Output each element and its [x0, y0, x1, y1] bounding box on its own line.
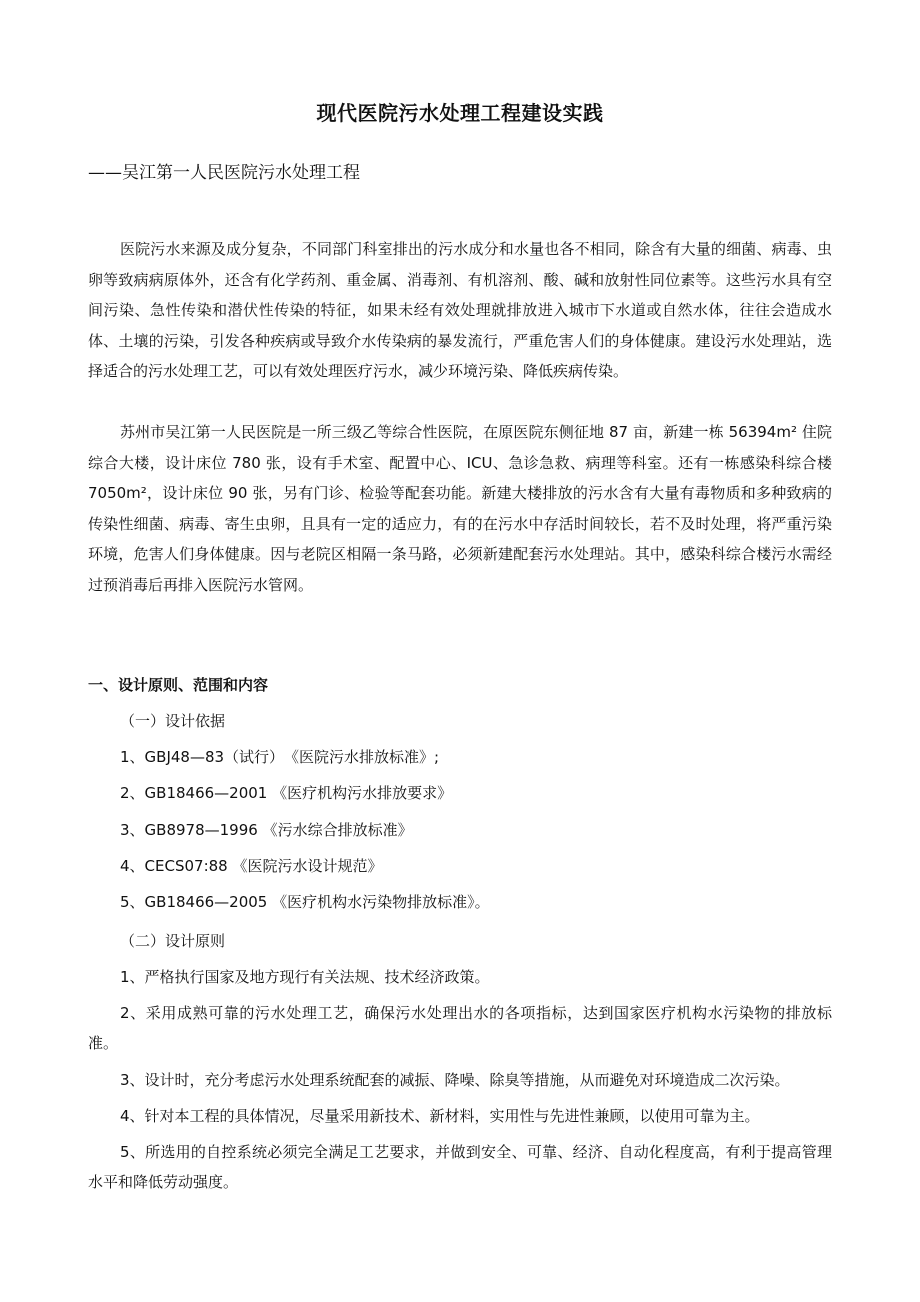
document-subtitle: ——吴江第一人民医院污水处理工程: [88, 163, 360, 183]
document-title: 现代医院污水处理工程建设实践: [316, 101, 604, 125]
hospital-paragraph: 苏州市吴江第一人民医院是一所三级乙等综合性医院，在原医院东侧征地 87 亩，新建一栋 56394m² 住院综合大楼，设计床位 780 张，设有手术室、配置中心、ICU、急诊急救、病理等科室。还有一栋感染科综合楼 7050m²，设计床位 90 张，另有门诊、检验等配套功能。新建大楼排放的污水含有大量有毒物质和多种致病的传染性细菌、病毒、寄生虫卵，且具有一定的适应力，有的在污水中存活时间较长，若不及时处理，将严重污染环境，危害人们身体健康。因与老院区相隔一条马路，必须新建配套污水处理站。其中，感染科综合楼污水需经过预消毒后再排入医院污水管网。: [88, 423, 832, 594]
section-heading: 一、设计原则、范围和内容: [88, 676, 269, 694]
subsection-heading-basis: （一）设计依据: [120, 712, 226, 730]
list-item: 5、GB18466—2005 《医疗机构水污染物排放标准》。: [120, 892, 490, 911]
list-item: 1、GBJ48—83（试行） 《医院污水排放标准》;: [120, 748, 440, 767]
list-item: 2、采用成熟可靠的污水处理工艺，确保污水处理出水的各项指标，达到国家医疗机构水污染物的排放标准。: [88, 1004, 832, 1053]
design-principles-list: [88, 926, 832, 1203]
list-item: 2、GB18466—2001 《医疗机构污水排放要求》: [120, 784, 453, 803]
design-basis-list: [88, 706, 832, 923]
list-item: 4、CECS07:88 《医院污水设计规范》: [120, 856, 383, 875]
intro-paragraph: 医院污水来源及成分复杂，不同部门科室排出的污水成分和水量也各不相同，除含有大量的细菌、病毒、虫卵等致病病原体外，还含有化学药剂、重金属、消毒剂、有机溶剂、酸、碱和放射性同位素等。这些污水具有空间污染、急性传染和潜伏性传染的特征，如果未经有效处理就排放进入城市下水道或自然水体，往往会造成水体、土壤的污染，引发各种疾病或导致介水传染病的暴发流行，严重危害人们的身体健康。建设污水处理站，选择适合的污水处理工艺，可以有效处理医疗污水，减少环境污染、降低疾病传染。: [88, 240, 832, 381]
list-item: 1、严格执行国家及地方现行有关法规、技术经济政策。: [120, 968, 490, 987]
subsection-heading-principles: （二）设计原则: [120, 932, 226, 950]
list-item: 3、设计时，充分考虑污水处理系统配套的减振、降噪、除臭等措施，从而避免对环境造成二次污染。: [120, 1070, 790, 1089]
list-item: 5、所选用的自控系统必须完全满足工艺要求，并做到安全、可靠、经济、自动化程度高，有利于提高管理水平和降低劳动强度。: [88, 1142, 832, 1191]
list-item: 3、GB8978—1996 《污水综合排放标准》: [120, 820, 413, 839]
list-item: 4、针对本工程的具体情况，尽量采用新技术、新材料，实用性与先进性兼顾，以使用可靠为主。: [120, 1106, 760, 1125]
